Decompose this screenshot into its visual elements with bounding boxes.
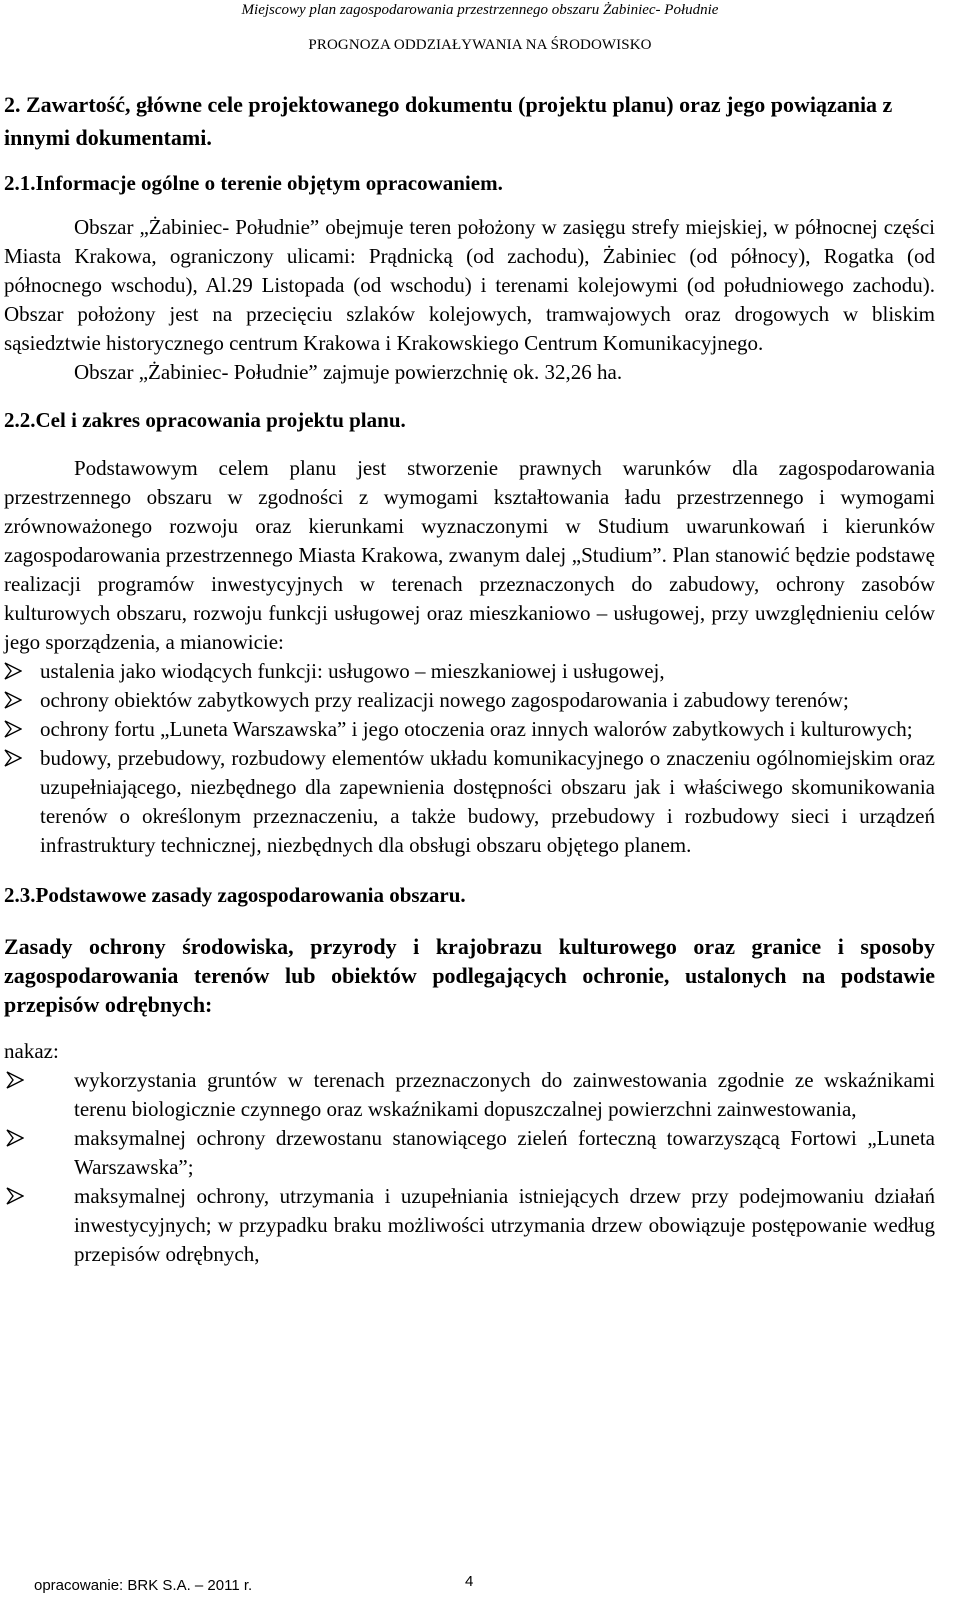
section-2-3-subheading: Zasady ochrony środowiska, przyrody i krajobrazu kulturowego oraz granice i sposoby zagospodarowania terenów lub obiektów podlegających ochronie, ustalonych na podstawie przepisów odrębnych: bbox=[4, 934, 935, 1017]
list-item-text: budowy, przebudowy, rozbudowy elementów układu komunikacyjnego o znaczeniu ogólnomiejskim oraz uzupełniającego, niezbędnego dla zapewnienia dostępności obszaru jak i właściwego skomunikowania terenów o określonym przeznaczeniu, a także budowy, przebudowy i rozbudowy sieci i urządzeń infrastruktury technicznej, niezbędnych dla obsługi obszaru objętego planem. bbox=[40, 746, 935, 857]
requirements-list bbox=[4, 1066, 935, 1269]
list-item-text: ustalenia jako wiodących funkcji: usługowo – mieszkaniowej i usługowej, bbox=[40, 659, 665, 683]
arrow-bullet-icon bbox=[6, 1129, 24, 1147]
section-2-2-heading: 2.2.Cel i zakres opracowania projektu planu. bbox=[4, 408, 406, 432]
arrow-bullet-icon bbox=[4, 691, 22, 709]
section-2-1-area-paragraph: Obszar „Żabiniec- Południe” zajmuje powierzchnię ok. 32,26 ha. bbox=[74, 360, 623, 384]
arrow-bullet-icon bbox=[4, 749, 22, 767]
list-item-text: ochrony fortu „Luneta Warszawska” i jego otoczenia oraz innych walorów zabytkowych i kulturowych; bbox=[40, 717, 913, 741]
arrow-bullet-icon bbox=[6, 1071, 24, 1089]
list-item bbox=[4, 1182, 935, 1269]
list-item bbox=[4, 1124, 935, 1182]
section-2-1-paragraph: Obszar „Żabiniec- Południe” obejmuje teren położony w zasięgu strefy miejskiej, w północnej części Miasta Krakowa, ograniczony ulicami: Prądnicką (od zachodu), Żabiniec (od północy), Rogatka (od północnego wschodu), Al.29 Listopada (od wschodu) i terenami kolejowymi (od południowego zachodu). Obszar położony jest na przecięciu szlaków kolejowych, tramwajowych oraz drogowych w bliskim sąsiedztwie historycznego centrum Krakowa i Krakowskiego Centrum Komunikacyjnego. bbox=[4, 215, 935, 355]
header-subtitle: PROGNOZA ODDZIAŁYWANIA NA ŚRODOWISKO bbox=[308, 37, 652, 53]
list-item-text: ochrony obiektów zabytkowych przy realizacji nowego zagospodarowania i zabudowy terenów; bbox=[40, 688, 849, 712]
list-item bbox=[4, 657, 935, 686]
header-title: Miejscowy plan zagospodarowania przestrzennego obszaru Żabiniec- Południe bbox=[241, 2, 719, 18]
section-2-2-paragraph: Podstawowym celem planu jest stworzenie prawnych warunków dla zagospodarowania przestrzennego obszaru w zgodności z wymogami kształtowania ładu przestrzennego i wymogami zrównoważonego rozwoju oraz kierunkami wyznaczonymi w Studium uwarunkowań i kierunków zagospodarowania przestrzennego Miasta Krakowa, zwanym dalej „Studium”. Plan stanowić będzie podstawę realizacji programów inwestycyjnych w terenach przeznaczonych do zabudowy, ochrony zasobów kulturowych obszaru, rozwoju funkcji usługowej oraz mieszkaniowo – usługowej, przy uwzględnieniu celów jego sporządzenia, a mianowicie: bbox=[4, 456, 935, 654]
section-2-1-heading: 2.1.Informacje ogólne o terenie objętym opracowaniem. bbox=[4, 171, 503, 195]
section-2-3-heading: 2.3.Podstawowe zasady zagospodarowania obszaru. bbox=[4, 883, 466, 907]
list-item-text: maksymalnej ochrony drzewostanu stanowiącego zieleń forteczną towarzyszącą Fortowi „Luneta Warszawska”; bbox=[74, 1126, 935, 1179]
list-item bbox=[4, 686, 935, 715]
arrow-bullet-icon bbox=[6, 1187, 24, 1205]
list-item bbox=[4, 744, 935, 860]
arrow-bullet-icon bbox=[4, 720, 22, 738]
goals-list bbox=[4, 657, 935, 860]
page-content bbox=[4, 88, 935, 1269]
list-item-text: wykorzystania gruntów w terenach przeznaczonych do zainwestowania zgodnie ze wskaźnikami terenu biologicznie czynnego oraz wskaźnikami dopuszczalnej powierzchni zainwestowania, bbox=[74, 1068, 935, 1121]
page-number: 4 bbox=[465, 1573, 474, 1590]
nakaz-label: nakaz: bbox=[4, 1039, 59, 1063]
list-item-text: maksymalnej ochrony, utrzymania i uzupełniania istniejących drzew przy podejmowaniu działań inwestycyjnych; w przypadku braku możliwości utrzymania drzew obowiązuje postępowanie według przepisów odrębnych, bbox=[74, 1184, 935, 1266]
footer-credit: opracowanie: BRK S.A. – 2011 r. bbox=[34, 1577, 253, 1594]
arrow-bullet-icon bbox=[4, 662, 22, 680]
section-2-heading: 2. Zawartość, główne cele projektowanego dokumentu (projektu planu) oraz jego powiązania z innymi dokumentami. bbox=[4, 92, 893, 150]
list-item bbox=[4, 715, 935, 744]
list-item bbox=[4, 1066, 935, 1124]
